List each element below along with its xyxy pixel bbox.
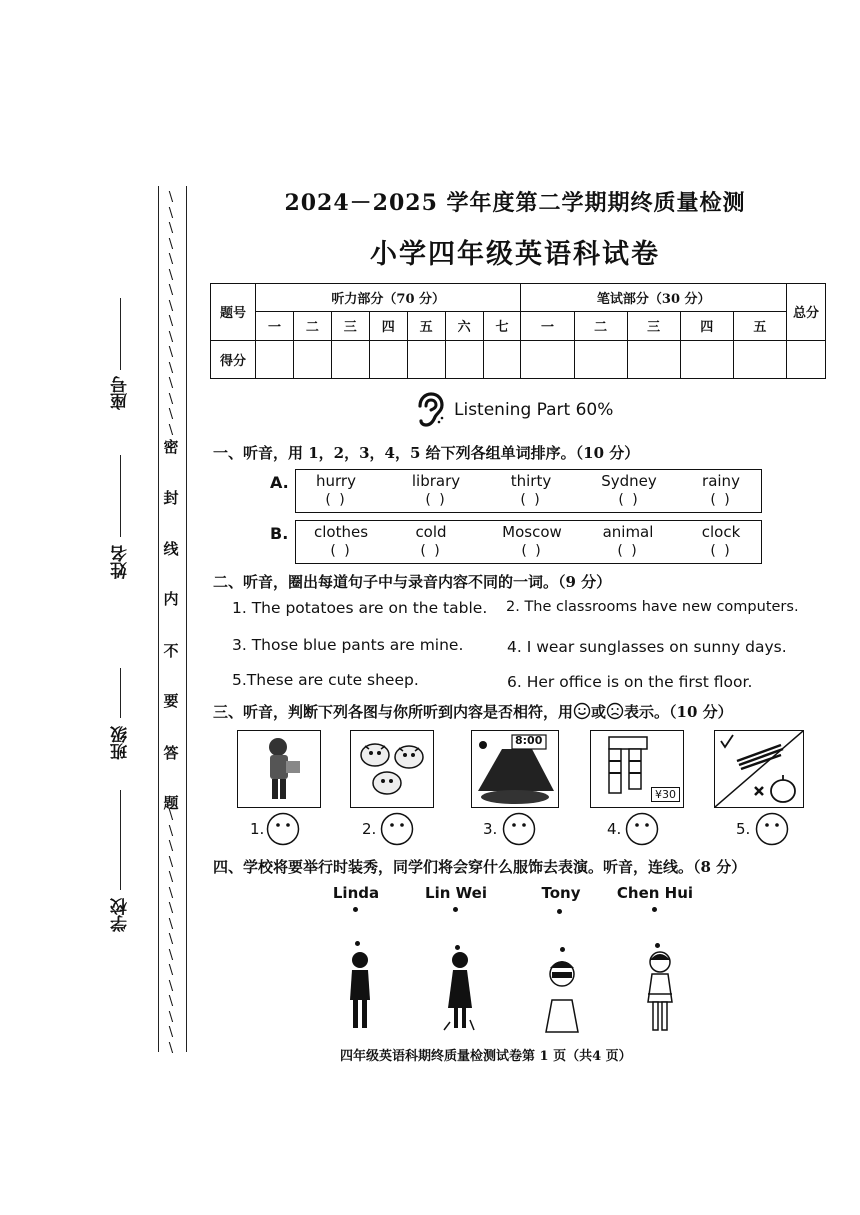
row-label-a: A. [270,473,289,492]
answer-blank[interactable]: ( ) [330,543,352,559]
answer-face-3[interactable] [502,812,536,846]
word-item [681,523,761,561]
picture-label-5: 5. [736,820,751,838]
sentence-3[interactable]: 3. Those blue pants are mine. [232,636,464,654]
col-header: 一 [256,312,294,340]
name-dot[interactable] [453,907,458,912]
score-cell[interactable] [574,340,627,378]
name-tony: Tony [541,884,581,902]
school-label: 学校 [111,898,131,932]
score-table [210,283,826,379]
section3-title [213,701,733,722]
word-item [391,523,471,561]
seal-char: 内 [163,590,179,608]
word-text: thirty [510,472,552,490]
word-text: hurry [316,472,356,490]
answer-face-2[interactable] [380,812,414,846]
school-field[interactable] [108,790,134,940]
col-header: 四 [369,312,407,340]
clock-time: 8:00 [515,734,543,747]
ear-icon [412,392,446,428]
seat-label: 座号 [111,376,131,410]
picture-4-scarf [590,730,684,808]
word-text: rainy [702,472,740,490]
section2-title: 二、听音，圈出每道句子中与录音内容不同的一词。（9 分） [213,573,612,591]
figure-dot[interactable] [355,941,360,946]
sentence-5[interactable]: 5.These are cute sheep. [232,671,419,689]
answer-blank[interactable]: ( ) [710,492,732,508]
col-header: 三 [331,312,369,340]
score-cell[interactable] [445,340,483,378]
picture-5-vegetables [714,730,804,808]
exam-title: 2024－2025 学年度第二学期期终质量检测 [284,190,746,216]
figure-4-girl [640,950,680,1035]
word-text: library [411,472,461,490]
seal-char: 封 [163,489,179,507]
col-header: 五 [407,312,445,340]
picture-1-boy [237,730,321,808]
listening-group-cell: 听力部分（70 分） [256,284,521,312]
score-label-cell: 得分 [211,340,256,378]
section4-title: 四、学校将要举行时装秀，同学们将会穿什么服饰去表演。听音，连线。（8 分） [213,858,747,876]
score-cell[interactable] [627,340,680,378]
listening-part-text: Listening Part 60% [454,400,614,420]
score-cell[interactable] [680,340,733,378]
seal-char: 答 [163,744,179,762]
seat-field[interactable] [108,298,134,428]
picture-label-3: 3. [483,820,498,838]
col-header: 七 [483,312,521,340]
price-tag: ¥30 [651,787,680,802]
sentence-2[interactable]: 2. The classrooms have new computers. [506,599,799,615]
paper-title: 小学四年级英语科试卷 [370,239,660,270]
section3-title-end: 表示。（10 分） [624,703,733,721]
name-label: 姓名 [111,545,131,579]
total-score-cell[interactable] [787,340,826,378]
boy-illustration [238,731,320,807]
dash-column-top: \ \ \ \ \ \ \ \ \ \ \ \ \ \ \ \ [168,190,174,438]
col-header: 一 [521,312,574,340]
seal-char: 要 [163,692,179,710]
seal-char: 不 [163,642,179,660]
word-text: cold [415,523,447,541]
score-cell[interactable] [483,340,521,378]
name-dot[interactable] [652,907,657,912]
answer-blank[interactable]: ( ) [617,543,639,559]
answer-blank[interactable]: ( ) [325,492,347,508]
word-item [396,472,476,510]
smiley-icon [573,702,591,720]
seal-char: 题 [163,794,179,812]
answer-blank[interactable]: ( ) [425,492,447,508]
seal-char: 线 [163,540,179,558]
word-item [491,472,571,510]
cows-illustration [351,731,433,807]
score-cell[interactable] [369,340,407,378]
picture-2-cows [350,730,434,808]
score-cell[interactable] [256,340,294,378]
name-chen-hui: Chen Hui [616,884,694,902]
sentence-6[interactable]: 6. Her office is on the first floor. [507,673,753,691]
score-cell[interactable] [331,340,369,378]
dash-column-bottom: \ \ \ \ \ \ \ \ \ \ \ \ \ \ \ \ [168,808,174,1056]
vegetables-illustration [715,731,803,807]
name-lin-wei: Lin Wei [425,884,487,902]
name-dot[interactable] [353,907,358,912]
word-row-b [295,520,762,564]
answer-blank[interactable]: ( ) [521,543,543,559]
figure-2-silhouette [440,950,480,1035]
sentence-4[interactable]: 4. I wear sunglasses on sunny days. [507,638,787,656]
word-item [296,472,376,510]
answer-blank[interactable]: ( ) [420,543,442,559]
answer-face-4[interactable] [625,812,659,846]
class-label: 班级 [111,726,131,760]
figure-dot[interactable] [655,943,660,948]
name-dot[interactable] [557,909,562,914]
listening-part-header [412,390,613,430]
picture-label-2: 2. [362,820,377,838]
word-item [681,472,761,510]
word-item [589,472,669,510]
sad-face-icon [606,702,624,720]
word-text: clothes [313,523,369,541]
section3-title-start: 三、听音，判断下列各图与你所听到内容是否相符，用 [213,703,574,721]
answer-blank[interactable]: ( ) [520,492,542,508]
score-cell[interactable] [733,340,786,378]
figure-3-boy-sunglasses [542,950,582,1035]
word-row-a [295,469,762,513]
section1-title: 一、听音，用 1，2，3，4，5 给下列各组单词排序。（10 分） [213,444,640,462]
row-label-b: B. [270,524,289,543]
class-field[interactable] [108,668,134,778]
answer-face-1[interactable] [266,812,300,846]
total-label-cell: 总分 [787,284,826,341]
picture-label-4: 4. [607,820,622,838]
word-text: Sydney [601,472,657,490]
col-header: 六 [445,312,483,340]
sentence-1[interactable]: 1. The potatoes are on the table. [232,599,488,617]
written-group-cell: 笔试部分（30 分） [521,284,787,312]
page-footer: 四年级英语科期终质量检测试卷第 1 页（共4 页） [340,1049,632,1064]
seal-char: 密 [163,438,179,456]
col-header: 五 [733,312,786,340]
section3-title-or: 或 [591,703,607,721]
score-cell[interactable] [293,340,331,378]
word-item [301,523,381,561]
word-text: Moscow [502,523,562,541]
header-label-cell: 题号 [211,284,256,341]
word-item [588,523,668,561]
col-header: 二 [574,312,627,340]
binding-line-left [158,186,159,1052]
col-header: 三 [627,312,680,340]
col-header: 四 [680,312,733,340]
word-item [492,523,572,561]
picture-3-morning [471,730,559,808]
answer-blank[interactable]: ( ) [618,492,640,508]
word-text: animal [602,523,654,541]
col-header: 二 [293,312,331,340]
answer-blank[interactable]: ( ) [710,543,732,559]
word-text: clock [701,523,741,541]
score-cell[interactable] [407,340,445,378]
name-linda: Linda [332,884,380,902]
answer-face-5[interactable] [755,812,789,846]
name-field[interactable] [108,455,134,595]
picture-label-1: 1. [250,820,265,838]
figure-1-silhouette [340,950,380,1035]
score-cell[interactable] [521,340,574,378]
binding-line-right [186,186,187,1052]
